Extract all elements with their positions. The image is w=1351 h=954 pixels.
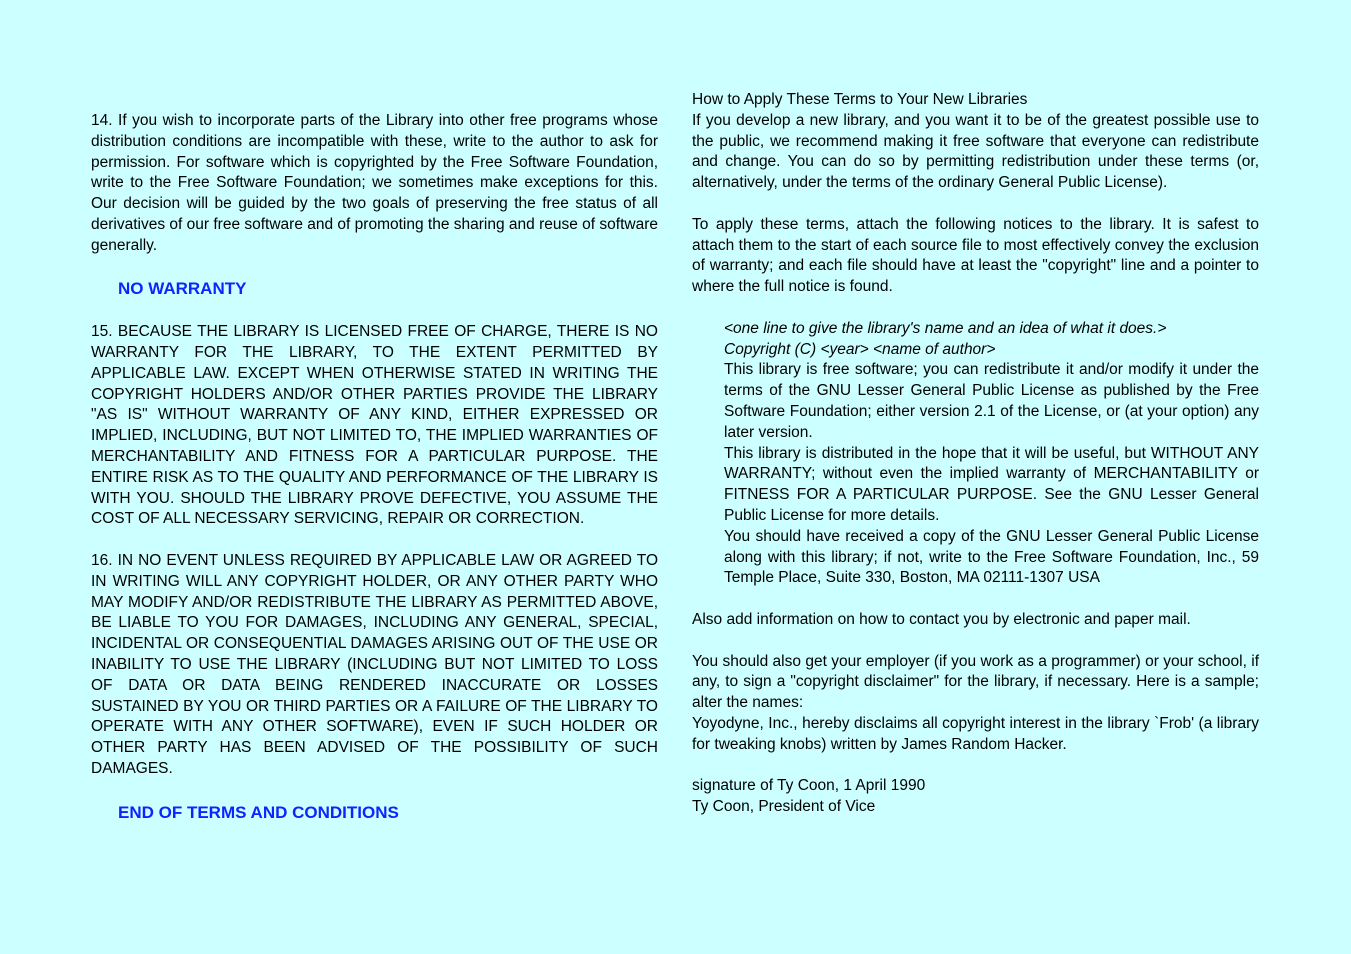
spacer — [91, 301, 658, 322]
spacer — [692, 756, 1259, 777]
how-to-apply-title: How to Apply These Terms to Your New Libraries — [692, 91, 1028, 108]
spacer — [692, 631, 1259, 652]
president-line: Ty Coon, President of Vice — [692, 798, 876, 816]
section-15-paragraph: 15. BECAUSE THE LIBRARY IS LICENSED FREE OF CHARGE, THERE IS NO WARRANTY FOR THE LIBRARY, TO THE EXTENT PERMITTED BY APPLICABLE LAW. EXCEPT WHEN OTHERWISE STATED IN WRITING THE COPYRIGHT HOLDERS AND/OR OTHER PARTIES PROVIDE THE LIBRARY "AS IS" WITHOUT WARRANTY OF ANY KIND, EITHER EXPRESSED OR IMPLIED, INCLUDING, BUT NOT LIMITED TO, THE IMPLIED WARRANTIES OF MERCHANTABILITY AND FITNESS FOR A PARTICULAR PURPOSE. THE ENTIRE RISK AS TO THE QUALITY AND PERFORMANCE OF THE LIBRARY IS WITH YOU. SHOULD THE LIBRARY PROVE DEFECTIVE, YOU ASSUME THE COST OF ALL NECESSARY SERVICING, REPAIR OR CORRECTION. — [91, 323, 658, 528]
spacer — [91, 257, 658, 278]
spacer — [692, 194, 1259, 215]
signature-line: signature of Ty Coon, 1 April 1990 — [692, 777, 926, 795]
sample-disclaimer-paragraph: Yoyodyne, Inc., hereby disclaims all copyright interest in the library `Frob' (a library for tweaking knobs) written by James Random Hacker. — [692, 714, 1259, 753]
end-of-terms-heading: END OF TERMS AND CONDITIONS — [118, 802, 399, 822]
how-to-apply-paragraph-1: If you develop a new library, and you want it to be of the greatest possible use to the public, we recommend making it free software that everyone can redistribute and change. You can do so by permitting redistribution under these terms (or, alternatively, under the terms of the ordinary General Public License). — [692, 111, 1259, 192]
notice-line-copyright: Copyright (C) <year> <name of author> — [724, 340, 996, 358]
contact-info-paragraph: Also add information on how to contact you by electronic and paper mail. — [692, 610, 1191, 628]
spacer — [692, 589, 1259, 610]
spacer — [91, 530, 658, 551]
spacer — [91, 780, 658, 801]
how-to-apply-paragraph-2: To apply these terms, attach the following notices to the library. It is safest to attach them to the start of each source file to most effectively convey the exclusion of warranty; and each file should have at least the "copyright" line and a pointer to where the full notice is found. — [692, 215, 1259, 296]
employer-paragraph: You should also get your employer (if you work as a programmer) or your school, if any, to sign a "copyright disclaimer" for the library, if necessary. Here is a sample; alter the names: — [692, 652, 1259, 712]
notice-block — [724, 319, 1259, 589]
right-column — [692, 90, 1259, 818]
notice-paragraph-no-warranty: This library is distributed in the hope that it will be useful, but WITHOUT ANY WARRANTY; without even the implied warranty of MERCHANTABILITY or FITNESS FOR A PARTICULAR PURPOSE. See the GNU Lesser General Public License for more details. — [724, 444, 1259, 524]
spacer — [692, 298, 1259, 319]
notice-paragraph-copy-received: You should have received a copy of the GNU Lesser General Public License along with this library; if not, write to the Free Software Foundation, Inc., 59 Temple Place, Suite 330, Boston, MA 02111-1307 USA — [724, 527, 1259, 587]
notice-line-library-name: <one line to give the library's name and an idea of what it does.> — [724, 319, 1167, 337]
section-16-paragraph: 16. IN NO EVENT UNLESS REQUIRED BY APPLICABLE LAW OR AGREED TO IN WRITING WILL ANY COPYRIGHT HOLDER, OR ANY OTHER PARTY WHO MAY MODIFY AND/OR REDISTRIBUTE THE LIBRARY AS PERMITTED ABOVE, BE LIABLE TO YOU FOR DAMAGES, INCLUDING ANY GENERAL, SPECIAL, INCIDENTAL OR CONSEQUENTIAL DAMAGES ARISING OUT OF THE USE OR INABILITY TO USE THE LIBRARY (INCLUDING BUT NOT LIMITED TO LOSS OF DATA OR DATA BEING RENDERED INACCURATE OR LOSSES SUSTAINED BY YOU OR THIRD PARTIES OR A FAILURE OF THE LIBRARY TO OPERATE WITH ANY OTHER SOFTWARE), EVEN IF SUCH HOLDER OR OTHER PARTY HAS BEEN ADVISED OF THE POSSIBILITY OF SUCH DAMAGES. — [91, 551, 658, 777]
section-14-paragraph: 14. If you wish to incorporate parts of the Library into other free programs whose distribution conditions are incompatible with these, write to the author to ask for permission. For software which is copyrighted by the Free Software Foundation, write to the Free Software Foundation; we sometimes make exceptions for this. Our decision will be guided by the two goals of preserving the free status of all derivatives of our free software and of promoting the sharing and reuse of software generally. — [91, 112, 658, 254]
no-warranty-heading: NO WARRANTY — [118, 279, 247, 299]
left-column — [91, 111, 658, 825]
notice-paragraph-free-software: This library is free software; you can redistribute it and/or modify it under the terms of the GNU Lesser General Public License as published by the Free Software Foundation; either version 2.1 of the License, or (at your option) any later version. — [724, 361, 1259, 441]
